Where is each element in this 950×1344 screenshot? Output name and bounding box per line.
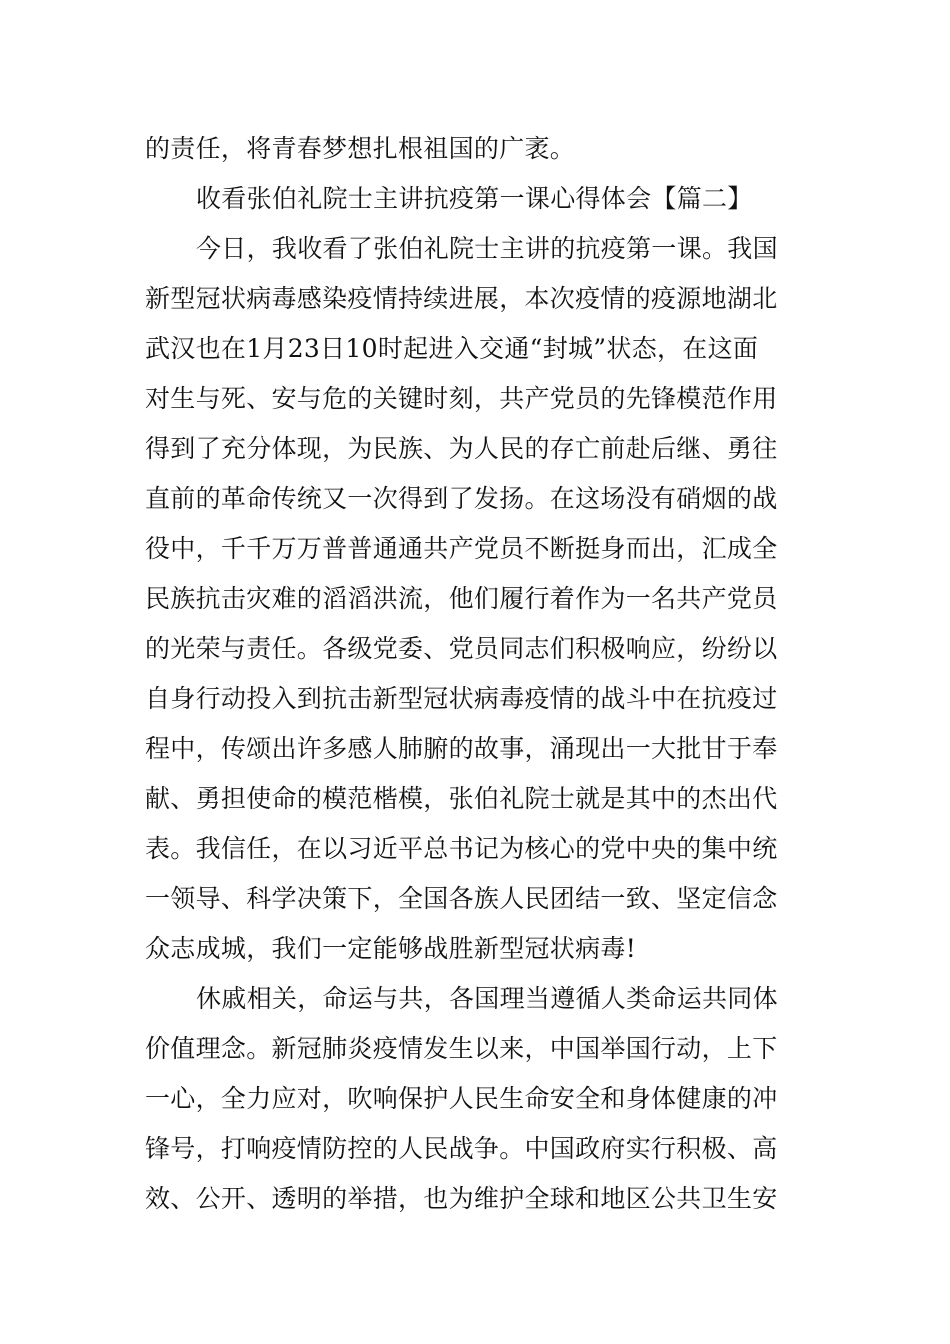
paragraph-line: 锋号，打响疫情防控的人民战争。中国政府实行积极、高 — [145, 1134, 778, 1163]
paragraph-line: 价值理念。新冠肺炎疫情发生以来，中国举国行动，上下 — [145, 1034, 778, 1063]
paragraph-line: 献、勇担使命的模范楷模，张伯礼院士就是其中的杰出代 — [145, 784, 778, 813]
paragraph-line: 的光荣与责任。各级党委、党员同志们积极响应，纷纷以 — [145, 634, 778, 663]
paragraph-line: 的责任，将青春梦想扎根祖国的广袤。 — [145, 134, 576, 163]
paragraph-line: 直前的革命传统又一次得到了发扬。在这场没有硝烟的战 — [145, 484, 778, 513]
paragraph-line: 今日，我收看了张伯礼院士主讲的抗疫第一课。我国 — [196, 234, 778, 263]
section-heading: 收看张伯礼院士主讲抗疫第一课心得体会【篇二】 — [196, 184, 753, 213]
paragraph-line: 新型冠状病毒感染疫情持续进展，本次疫情的疫源地湖北 — [145, 284, 778, 313]
paragraph-line: 得到了充分体现，为民族、为人民的存亡前赴后继、勇往 — [145, 434, 778, 463]
paragraph-line: 程中，传颂出许多感人肺腑的故事，涌现出一大批甘于奉 — [145, 734, 778, 763]
paragraph-line: 休戚相关，命运与共，各国理当遵循人类命运共同体 — [196, 984, 778, 1013]
paragraph-line: 效、公开、透明的举措，也为维护全球和地区公共卫生安 — [145, 1184, 778, 1213]
paragraph-line: 一领导、科学决策下，全国各族人民团结一致、坚定信念 — [145, 884, 778, 913]
paragraph-line: 民族抗击灾难的滔滔洪流，他们履行着作为一名共产党员 — [145, 584, 778, 613]
paragraph-line: 自身行动投入到抗击新型冠状病毒疫情的战斗中在抗疫过 — [145, 684, 778, 713]
paragraph-line: 役中，千千万万普普通通共产党员不断挺身而出，汇成全 — [145, 534, 778, 563]
paragraph-line: 一心，全力应对，吹响保护人民生命安全和身体健康的冲 — [145, 1084, 778, 1113]
paragraph-line: 众志成城，我们一定能够战胜新型冠状病毒! — [145, 934, 637, 963]
paragraph-line: 表。我信任，在以习近平总书记为核心的党中央的集中统 — [145, 834, 778, 863]
paragraph-line: 武汉也在1月23日10时起进入交通“封城”状态，在这面 — [145, 334, 759, 363]
paragraph-line: 对生与死、安与危的关键时刻，共产党员的先锋模范作用 — [145, 384, 778, 413]
